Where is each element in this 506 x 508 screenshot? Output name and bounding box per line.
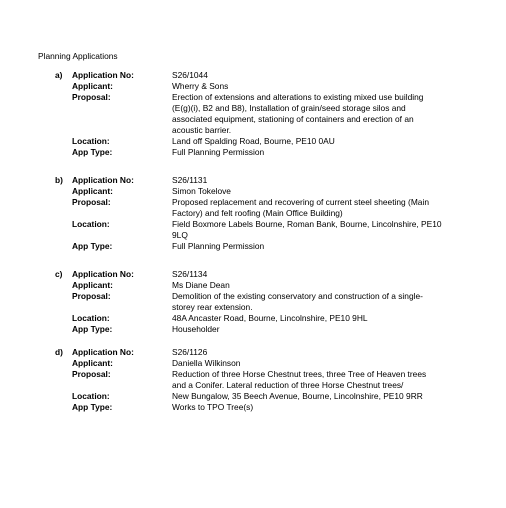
location-value (172, 219, 460, 241)
application-entry (0, 347, 506, 413)
proposal-label: Proposal: (72, 92, 111, 102)
app-no-label: Application No: (72, 70, 134, 80)
app-type-value: Householder (172, 324, 220, 334)
applicant-label: Applicant: (72, 81, 113, 91)
proposal-line: storey rear extension. (172, 302, 253, 312)
app-no-value: S26/1131 (172, 175, 208, 185)
entry-letter: a) (55, 70, 63, 80)
app-type-value: Full Planning Permission (172, 241, 265, 251)
app-type-value: Full Planning Permission (172, 147, 265, 157)
applicant-label: Applicant: (72, 358, 113, 368)
location-value: Land off Spalding Road, Bourne, PE10 0AU (172, 136, 335, 146)
application-entry (0, 70, 506, 158)
proposal-line: Proposed replacement and recovering of current steel sheeting (Main (172, 197, 429, 207)
applicant-value: Daniella Wilkinson (172, 358, 241, 368)
location-value: New Bungalow, 35 Beech Avenue, Bourne, Lincolnshire, PE10 9RR (172, 391, 423, 401)
proposal-line: Demolition of the existing conservatory and construction of a single- (172, 291, 423, 301)
entry-letter: c) (55, 269, 63, 279)
proposal-line: and a Conifer. Lateral reduction of three Horse Chestnut trees/ (172, 380, 404, 390)
location-value: 48A Ancaster Road, Bourne, Lincolnshire, PE10 9HL (172, 313, 368, 323)
proposal-line: associated equipment, stationing of containers and erection of an (172, 114, 414, 124)
location-line: 9LQ (172, 230, 188, 240)
proposal-value (172, 369, 460, 391)
applicant-label: Applicant: (72, 186, 113, 196)
proposal-value (172, 291, 460, 313)
app-no-value: S26/1044 (172, 70, 208, 80)
location-label: Location: (72, 391, 110, 401)
proposal-label: Proposal: (72, 369, 111, 379)
entry-letter: b) (55, 175, 63, 185)
proposal-line: acoustic barrier. (172, 125, 232, 135)
page-title: Planning Applications (38, 51, 118, 61)
app-no-label: Application No: (72, 269, 134, 279)
proposal-value (172, 197, 460, 219)
app-no-value: S26/1134 (172, 269, 208, 279)
app-type-label: App Type: (72, 402, 113, 412)
proposal-value (172, 92, 460, 136)
app-type-label: App Type: (72, 241, 113, 251)
location-label: Location: (72, 313, 110, 323)
application-entry (0, 175, 506, 252)
location-line: Field Boxmore Labels Bourne, Roman Bank, Bourne, Lincolnshire, PE10 (172, 219, 442, 229)
app-no-label: Application No: (72, 347, 134, 357)
proposal-line: Factory) and felt roofing (Main Office Building) (172, 208, 343, 218)
proposal-line: Reduction of three Horse Chestnut trees, three Tree of Heaven trees (172, 369, 427, 379)
proposal-label: Proposal: (72, 291, 111, 301)
app-type-value: Works to TPO Tree(s) (172, 402, 254, 412)
proposal-line: (E(g)(i), B2 and B8), Installation of grain/seed storage silos and (172, 103, 406, 113)
app-type-label: App Type: (72, 147, 113, 157)
entry-letter: d) (55, 347, 63, 357)
proposal-label: Proposal: (72, 197, 111, 207)
applicant-value: Ms Diane Dean (172, 280, 230, 290)
app-no-value: S26/1126 (172, 347, 208, 357)
app-no-label: Application No: (72, 175, 134, 185)
applicant-value: Simon Tokelove (172, 186, 231, 196)
applicant-label: Applicant: (72, 280, 113, 290)
application-entry (0, 269, 506, 335)
app-type-label: App Type: (72, 324, 113, 334)
location-label: Location: (72, 219, 110, 229)
location-label: Location: (72, 136, 110, 146)
proposal-line: Erection of extensions and alterations to existing mixed use building (172, 92, 424, 102)
applicant-value: Wherry & Sons (172, 81, 229, 91)
